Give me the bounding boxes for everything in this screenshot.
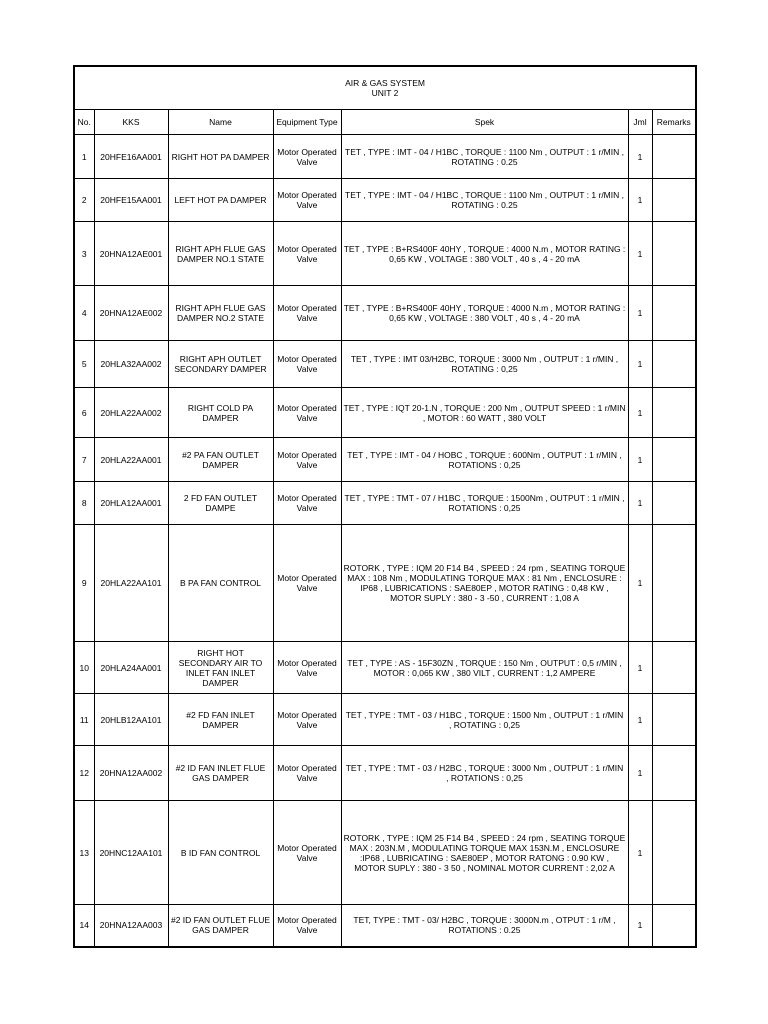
cell-equipment-type: Motor Operated Valve <box>273 222 341 286</box>
table-row <box>74 388 696 438</box>
cell-kks: 20HLA24AA001 <box>94 642 168 694</box>
cell-remarks <box>652 388 696 438</box>
title-line-1: AIR & GAS SYSTEM <box>345 78 425 88</box>
cell-kks: 20HFE15AA001 <box>94 179 168 222</box>
table-row <box>74 801 696 905</box>
title-line-2: UNIT 2 <box>371 88 399 98</box>
cell-equipment-type: Motor Operated Valve <box>273 525 341 642</box>
cell-equipment-type: Motor Operated Valve <box>273 801 341 905</box>
cell-remarks <box>652 222 696 286</box>
header-jml: Jml <box>628 110 652 135</box>
cell-spek: TET , TYPE : IMT 03/H2BC, TORQUE : 3000 Nm , OUTPUT : 1 r/MIN , ROTATING : 0,25 <box>341 341 628 388</box>
cell-name: RIGHT APH OUTLET SECONDARY DAMPER <box>168 341 273 388</box>
cell-spek: TET , TYPE : IMT - 04 / HOBC , TORQUE : 600Nm , OUTPUT : 1 r/MIN , ROTATIONS : 0,25 <box>341 438 628 482</box>
cell-kks: 20HLA22AA001 <box>94 438 168 482</box>
cell-remarks <box>652 341 696 388</box>
header-remarks: Remarks <box>652 110 696 135</box>
cell-no: 13 <box>74 801 94 905</box>
cell-remarks <box>652 694 696 746</box>
cell-remarks <box>652 179 696 222</box>
cell-no: 2 <box>74 179 94 222</box>
cell-spek: TET , TYPE : IQT 20-1.N , TORQUE : 200 Nm , OUTPUT SPEED : 1 r/MIN , MOTOR : 60 WATT , 380 VOLT <box>341 388 628 438</box>
cell-kks: 20HNA12AE001 <box>94 222 168 286</box>
cell-spek: TET , TYPE : IMT - 04 / H1BC , TORQUE : 1100 Nm , OUTPUT : 1 r/MIN , ROTATING : 0.25 <box>341 179 628 222</box>
header-equipment-type: Equipment Type <box>273 110 341 135</box>
table-title <box>74 66 696 110</box>
cell-remarks <box>652 905 696 947</box>
cell-remarks <box>652 135 696 179</box>
header-row <box>74 110 696 135</box>
cell-name: RIGHT HOT PA DAMPER <box>168 135 273 179</box>
cell-spek: TET , TYPE : IMT - 04 / H1BC , TORQUE : 1100 Nm , OUTPUT : 1 r/MIN , ROTATING : 0.25 <box>341 135 628 179</box>
cell-no: 8 <box>74 482 94 525</box>
cell-no: 12 <box>74 746 94 801</box>
cell-spek: TET , TYPE : TMT - 03 / H1BC , TORQUE : 1500 Nm , OUTPUT : 1 r/MIN , ROTATING : 0,25 <box>341 694 628 746</box>
cell-equipment-type: Motor Operated Valve <box>273 438 341 482</box>
table-row <box>74 905 696 947</box>
cell-no: 4 <box>74 286 94 341</box>
cell-spek: TET , TYPE : B+RS400F 40HY , TORQUE : 4000 N.m , MOTOR RATING : 0,65 KW , VOLTAGE : 380 VOLT , 40 s , 4 - 20 mA <box>341 222 628 286</box>
cell-spek: TET , TYPE : AS - 15F30ZN , TORQUE : 150 Nm , OUTPUT : 0,5 r/MIN , MOTOR : 0,065 KW , 380 VILT , CURRENT : 1,2 AMPERE <box>341 642 628 694</box>
table-row <box>74 222 696 286</box>
cell-jml: 1 <box>628 222 652 286</box>
cell-name: B PA FAN CONTROL <box>168 525 273 642</box>
cell-name: B ID FAN CONTROL <box>168 801 273 905</box>
cell-no: 7 <box>74 438 94 482</box>
header-spek: Spek <box>341 110 628 135</box>
cell-jml: 1 <box>628 341 652 388</box>
cell-kks: 20HLA32AA002 <box>94 341 168 388</box>
cell-jml: 1 <box>628 642 652 694</box>
cell-equipment-type: Motor Operated Valve <box>273 905 341 947</box>
cell-no: 9 <box>74 525 94 642</box>
cell-jml: 1 <box>628 438 652 482</box>
table-row <box>74 642 696 694</box>
cell-jml: 1 <box>628 525 652 642</box>
equipment-table <box>73 65 697 948</box>
table-row <box>74 746 696 801</box>
cell-jml: 1 <box>628 801 652 905</box>
cell-remarks <box>652 482 696 525</box>
cell-name: #2 FD FAN INLET DAMPER <box>168 694 273 746</box>
cell-no: 3 <box>74 222 94 286</box>
cell-name: #2 ID FAN OUTLET FLUE GAS DAMPER <box>168 905 273 947</box>
cell-jml: 1 <box>628 388 652 438</box>
cell-kks: 20HNC12AA101 <box>94 801 168 905</box>
cell-jml: 1 <box>628 746 652 801</box>
table-row <box>74 135 696 179</box>
header-kks: KKS <box>94 110 168 135</box>
cell-equipment-type: Motor Operated Valve <box>273 642 341 694</box>
cell-remarks <box>652 438 696 482</box>
cell-no: 11 <box>74 694 94 746</box>
cell-no: 1 <box>74 135 94 179</box>
cell-remarks <box>652 801 696 905</box>
cell-name: RIGHT HOT SECONDARY AIR TO INLET FAN INLET DAMPER <box>168 642 273 694</box>
cell-equipment-type: Motor Operated Valve <box>273 694 341 746</box>
cell-no: 5 <box>74 341 94 388</box>
cell-remarks <box>652 642 696 694</box>
cell-jml: 1 <box>628 286 652 341</box>
cell-spek: TET , TYPE : TMT - 03 / H2BC , TORQUE : 3000 Nm , OUTPUT : 1 r/MIN , ROTATIONS : 0,25 <box>341 746 628 801</box>
table-row <box>74 438 696 482</box>
cell-remarks <box>652 286 696 341</box>
table-body <box>74 66 696 947</box>
cell-name: RIGHT APH FLUE GAS DAMPER NO.1 STATE <box>168 222 273 286</box>
cell-equipment-type: Motor Operated Valve <box>273 388 341 438</box>
cell-jml: 1 <box>628 179 652 222</box>
title-row <box>74 66 696 110</box>
cell-jml: 1 <box>628 905 652 947</box>
table-row <box>74 179 696 222</box>
cell-name: 2 FD FAN OUTLET DAMPE <box>168 482 273 525</box>
cell-kks: 20HLA22AA101 <box>94 525 168 642</box>
cell-kks: 20HLB12AA101 <box>94 694 168 746</box>
cell-equipment-type: Motor Operated Valve <box>273 286 341 341</box>
cell-equipment-type: Motor Operated Valve <box>273 341 341 388</box>
cell-equipment-type: Motor Operated Valve <box>273 135 341 179</box>
cell-no: 10 <box>74 642 94 694</box>
cell-name: #2 ID FAN INLET FLUE GAS DAMPER <box>168 746 273 801</box>
table-row <box>74 341 696 388</box>
cell-kks: 20HNA12AA002 <box>94 746 168 801</box>
cell-jml: 1 <box>628 694 652 746</box>
cell-remarks <box>652 525 696 642</box>
cell-kks: 20HNA12AA003 <box>94 905 168 947</box>
cell-no: 14 <box>74 905 94 947</box>
cell-name: RIGHT APH FLUE GAS DAMPER NO.2 STATE <box>168 286 273 341</box>
cell-equipment-type: Motor Operated Valve <box>273 179 341 222</box>
cell-jml: 1 <box>628 482 652 525</box>
cell-name: LEFT HOT PA DAMPER <box>168 179 273 222</box>
cell-spek: ROTORK , TYPE : IQM 20 F14 B4 , SPEED : 24 rpm , SEATING TORQUE MAX : 108 Nm , MODULATING TORQUE MAX : 81 Nm , ENCLOSURE : IP68 , LUBRICATIONS : SAE80EP , MOTOR RATING : 0,48 KW , MOTOR SUPLY : 380 - 3 -50 , CURRENT : 1,08 A <box>341 525 628 642</box>
table-row <box>74 694 696 746</box>
cell-equipment-type: Motor Operated Valve <box>273 746 341 801</box>
cell-no: 6 <box>74 388 94 438</box>
cell-spek: TET , TYPE : B+RS400F 40HY , TORQUE : 4000 N.m , MOTOR RATING : 0,65 KW , VOLTAGE : 380 VOLT , 40 s , 4 - 20 mA <box>341 286 628 341</box>
cell-kks: 20HLA22AA002 <box>94 388 168 438</box>
cell-spek: ROTORK , TYPE : IQM 25 F14 B4 , SPEED : 24 rpm , SEATING TORQUE MAX : 203N.M , MODULATING TORQUE MAX 153N.M , ENCLOSURE :IP68 , LUBRICATING : SAE80EP , MOTOR RATONG : 0.90 KW , MOTOR SUPLY : 380 - 3 50 , NOMINAL MOTOR CURRENT : 2,02 A <box>341 801 628 905</box>
cell-equipment-type: Motor Operated Valve <box>273 482 341 525</box>
cell-name: #2 PA FAN OUTLET DAMPER <box>168 438 273 482</box>
cell-kks: 20HNA12AE002 <box>94 286 168 341</box>
cell-name: RIGHT COLD PA DAMPER <box>168 388 273 438</box>
table-row <box>74 525 696 642</box>
cell-kks: 20HLA12AA001 <box>94 482 168 525</box>
table-row <box>74 482 696 525</box>
header-name: Name <box>168 110 273 135</box>
cell-remarks <box>652 746 696 801</box>
table-row <box>74 286 696 341</box>
cell-spek: TET , TYPE : TMT - 07 / H1BC , TORQUE : 1500Nm , OUTPUT : 1 r/MIN , ROTATIONS : 0,25 <box>341 482 628 525</box>
cell-kks: 20HFE16AA001 <box>94 135 168 179</box>
header-no: No. <box>74 110 94 135</box>
cell-spek: TET, TYPE : TMT - 03/ H2BC , TORQUE : 3000N.m , OTPUT : 1 r/M , ROTATIONS : 0.25 <box>341 905 628 947</box>
cell-jml: 1 <box>628 135 652 179</box>
